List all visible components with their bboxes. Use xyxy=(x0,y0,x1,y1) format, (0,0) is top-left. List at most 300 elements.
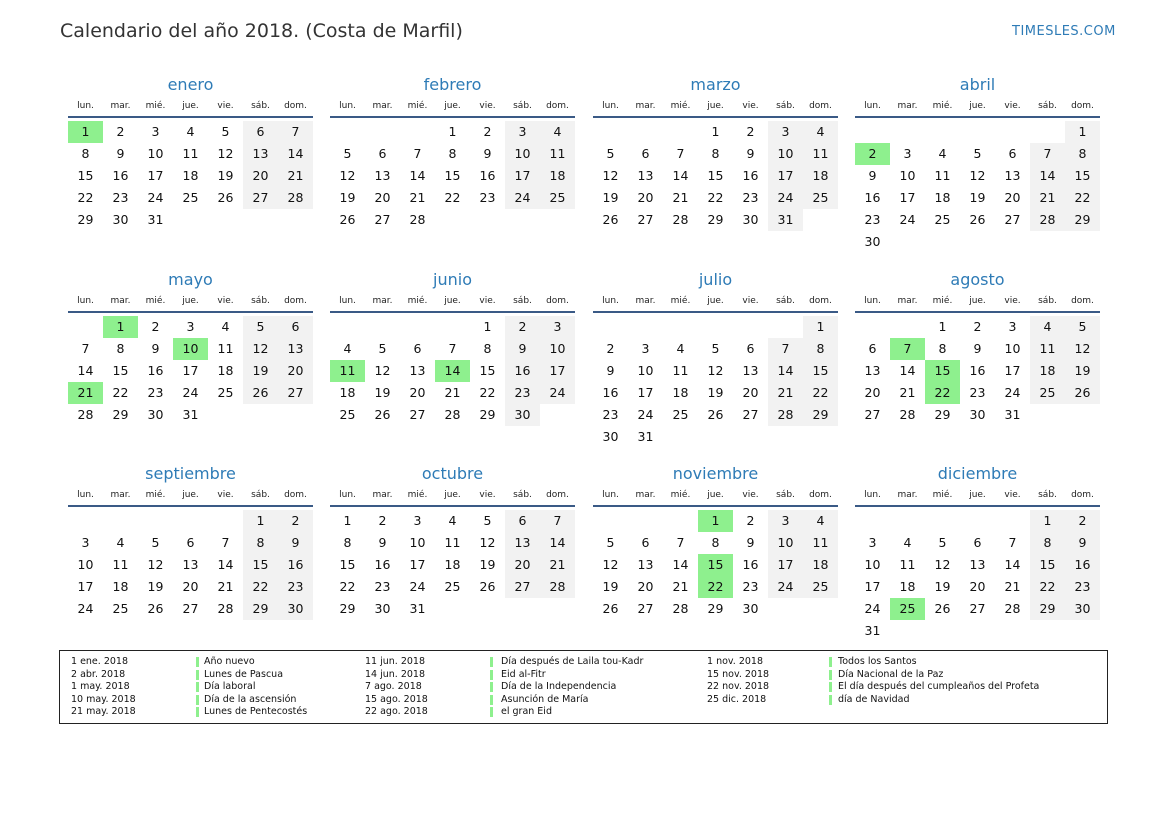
month-divider xyxy=(855,116,1100,118)
day-cell: 24 xyxy=(77,601,94,616)
day-cell: 4 xyxy=(1030,316,1065,338)
legend-holiday-name: El día después del cumpleaños del Profeta xyxy=(838,681,1040,693)
day-cell: 21 xyxy=(444,385,461,400)
holiday-day-cell: 7 xyxy=(890,338,925,360)
day-cell: 25 xyxy=(803,187,838,209)
day-cell: 8 xyxy=(243,532,278,554)
day-cell: 24 xyxy=(899,212,916,227)
weekday-label: jue. xyxy=(707,490,724,500)
weekday-label: mar. xyxy=(110,490,131,500)
day-cell: 29 xyxy=(934,407,951,422)
day-cell: 31 xyxy=(409,601,426,616)
weekday-label: vie. xyxy=(217,490,234,500)
weekday-label: mar. xyxy=(110,296,131,306)
day-cell: 10 xyxy=(1004,341,1021,356)
legend-date: 7 ago. 2018 xyxy=(365,681,422,693)
day-cell: 27 xyxy=(409,407,426,422)
day-cell: 25 xyxy=(934,212,951,227)
holiday-day-cell: 10 xyxy=(173,338,208,360)
day-cell: 9 xyxy=(1065,532,1100,554)
day-cell: 8 xyxy=(343,535,352,550)
day-cell: 30 xyxy=(742,212,759,227)
day-cell: 10 xyxy=(864,557,881,572)
month-septiembre xyxy=(68,464,313,654)
day-cell: 21 xyxy=(409,190,426,205)
month-mayo xyxy=(68,270,313,460)
day-cell: 20 xyxy=(409,385,426,400)
day-cell: 14 xyxy=(217,557,234,572)
day-cell: 14 xyxy=(672,168,689,183)
day-cell: 30 xyxy=(505,404,540,426)
day-cell: 27 xyxy=(637,601,654,616)
weekday-label: jue. xyxy=(444,101,461,111)
month-divider xyxy=(68,311,313,313)
weekday-label: jue. xyxy=(182,296,199,306)
day-cell: 28 xyxy=(672,212,689,227)
day-cell: 12 xyxy=(707,363,724,378)
day-cell: 27 xyxy=(374,212,391,227)
day-cell: 18 xyxy=(182,168,199,183)
weekday-label: dom. xyxy=(284,296,307,306)
day-cell: 27 xyxy=(969,601,986,616)
weekday-label: dom. xyxy=(1071,490,1094,500)
day-cell: 1 xyxy=(711,124,720,139)
day-cell: 26 xyxy=(707,407,724,422)
legend-holiday-name: el gran Eid xyxy=(501,706,552,718)
day-cell: 18 xyxy=(112,579,129,594)
day-cell: 12 xyxy=(934,557,951,572)
legend-date: 14 jun. 2018 xyxy=(365,668,426,680)
day-cell: 31 xyxy=(637,429,654,444)
day-cell: 24 xyxy=(637,407,654,422)
weekday-label: mié. xyxy=(932,296,953,306)
weekday-label: sáb. xyxy=(513,101,532,111)
weekday-label: jue. xyxy=(707,101,724,111)
month-name: junio xyxy=(433,270,472,289)
day-cell: 25 xyxy=(444,579,461,594)
day-cell: 29 xyxy=(1065,209,1100,231)
month-divider xyxy=(593,311,838,313)
day-cell: 15 xyxy=(339,557,356,572)
day-cell: 2 xyxy=(606,341,615,356)
holiday-day-cell: 11 xyxy=(330,360,365,382)
day-cell: 22 xyxy=(1065,187,1100,209)
day-cell: 17 xyxy=(637,385,654,400)
day-cell: 19 xyxy=(1065,360,1100,382)
weekday-label: sáb. xyxy=(251,490,270,500)
day-cell: 17 xyxy=(77,579,94,594)
day-cell: 18 xyxy=(899,579,916,594)
weekday-label: lun. xyxy=(339,101,356,111)
day-cell: 4 xyxy=(803,121,838,143)
day-cell: 3 xyxy=(186,319,195,334)
legend-row xyxy=(707,694,1087,707)
holiday-day-cell: 15 xyxy=(698,554,733,576)
day-cell: 20 xyxy=(243,165,278,187)
weekday-label: vie. xyxy=(1004,101,1021,111)
holiday-day-cell: 25 xyxy=(890,598,925,620)
day-cell: 30 xyxy=(602,429,619,444)
legend-color-marker xyxy=(196,695,199,705)
day-cell: 19 xyxy=(934,579,951,594)
day-cell: 8 xyxy=(1030,532,1065,554)
day-cell: 9 xyxy=(868,168,877,183)
weekday-header xyxy=(330,490,575,502)
month-enero xyxy=(68,75,313,265)
month-name: julio xyxy=(698,270,733,289)
month-divider xyxy=(593,505,838,507)
day-cell: 24 xyxy=(505,187,540,209)
day-cell: 9 xyxy=(606,363,615,378)
day-cell: 3 xyxy=(903,146,912,161)
weekday-label: vie. xyxy=(479,490,496,500)
day-cell: 19 xyxy=(217,168,234,183)
day-cell: 17 xyxy=(1004,363,1021,378)
month-divider xyxy=(330,311,575,313)
day-cell: 12 xyxy=(602,557,619,572)
day-cell: 4 xyxy=(803,510,838,532)
day-cell: 19 xyxy=(374,385,391,400)
weekday-label: lun. xyxy=(339,490,356,500)
day-cell: 28 xyxy=(768,404,803,426)
day-cell: 3 xyxy=(81,535,90,550)
day-cell: 6 xyxy=(278,316,313,338)
day-cell: 18 xyxy=(1030,360,1065,382)
day-cell: 6 xyxy=(641,146,650,161)
day-cell: 9 xyxy=(746,146,755,161)
weekday-label: sáb. xyxy=(1038,296,1057,306)
page-title: Calendario del año 2018. (Costa de Marfil) xyxy=(60,20,463,42)
weekday-label: mar. xyxy=(372,101,393,111)
day-cell: 11 xyxy=(1030,338,1065,360)
day-cell: 31 xyxy=(1004,407,1021,422)
day-cell: 23 xyxy=(864,212,881,227)
day-cell: 1 xyxy=(1065,121,1100,143)
month-name: noviembre xyxy=(672,464,759,483)
month-name: diciembre xyxy=(937,464,1018,483)
holiday-day-cell: 22 xyxy=(925,382,960,404)
day-cell: 31 xyxy=(147,212,164,227)
legend-holiday-name: Eid al-Fitr xyxy=(501,668,546,680)
day-cell: 26 xyxy=(339,212,356,227)
day-cell: 22 xyxy=(77,190,94,205)
day-cell: 4 xyxy=(676,341,685,356)
day-cell: 16 xyxy=(742,557,759,572)
day-cell: 23 xyxy=(278,576,313,598)
day-cell: 16 xyxy=(147,363,164,378)
day-cell: 21 xyxy=(672,190,689,205)
day-cell: 7 xyxy=(81,341,90,356)
day-cell: 16 xyxy=(602,385,619,400)
site-brand-link[interactable]: TIMESLES.COM xyxy=(1012,24,1116,39)
day-cell: 2 xyxy=(151,319,160,334)
day-cell: 12 xyxy=(339,168,356,183)
day-cell: 13 xyxy=(278,338,313,360)
day-cell: 15 xyxy=(77,168,94,183)
day-cell: 5 xyxy=(973,146,982,161)
holiday-day-cell: 22 xyxy=(698,576,733,598)
day-cell: 9 xyxy=(378,535,387,550)
day-cell: 7 xyxy=(768,338,803,360)
day-cell: 23 xyxy=(112,190,129,205)
day-cell: 16 xyxy=(864,190,881,205)
legend-color-marker xyxy=(829,657,832,667)
day-cell: 23 xyxy=(602,407,619,422)
day-cell: 31 xyxy=(182,407,199,422)
month-name: agosto xyxy=(950,270,1005,289)
weekday-label: jue. xyxy=(444,490,461,500)
day-cell: 2 xyxy=(746,513,755,528)
weekday-label: mié. xyxy=(145,101,166,111)
day-cell: 6 xyxy=(641,535,650,550)
weekday-header xyxy=(593,101,838,113)
day-cell: 7 xyxy=(448,341,457,356)
day-cell: 1 xyxy=(343,513,352,528)
day-cell: 2 xyxy=(116,124,125,139)
weekday-label: dom. xyxy=(809,296,832,306)
month-agosto xyxy=(855,270,1100,460)
month-divider xyxy=(68,505,313,507)
day-cell: 15 xyxy=(803,360,838,382)
legend-date: 22 nov. 2018 xyxy=(707,681,770,693)
day-cell: 23 xyxy=(742,579,759,594)
weekday-label: dom. xyxy=(1071,101,1094,111)
weekday-header xyxy=(68,296,313,308)
day-cell: 24 xyxy=(182,385,199,400)
day-cell: 20 xyxy=(374,190,391,205)
legend-date: 1 nov. 2018 xyxy=(707,656,763,667)
day-cell: 26 xyxy=(217,190,234,205)
day-cell: 6 xyxy=(1008,146,1017,161)
day-cell: 21 xyxy=(540,554,575,576)
day-cell: 23 xyxy=(505,382,540,404)
day-cell: 12 xyxy=(602,168,619,183)
weekday-label: vie. xyxy=(1004,490,1021,500)
month-name: enero xyxy=(167,75,214,94)
day-cell: 29 xyxy=(1030,598,1065,620)
day-cell: 2 xyxy=(278,510,313,532)
month-diciembre xyxy=(855,464,1100,654)
weekday-label: mié. xyxy=(932,101,953,111)
day-cell: 10 xyxy=(768,532,803,554)
weekday-label: mar. xyxy=(372,490,393,500)
day-cell: 30 xyxy=(147,407,164,422)
day-cell: 20 xyxy=(637,190,654,205)
legend-date: 1 may. 2018 xyxy=(71,681,130,693)
day-cell: 29 xyxy=(112,407,129,422)
weekday-label: dom. xyxy=(546,296,569,306)
day-cell: 2 xyxy=(483,124,492,139)
month-divider xyxy=(593,116,838,118)
weekday-label: mié. xyxy=(407,490,428,500)
day-cell: 10 xyxy=(505,143,540,165)
weekday-label: mar. xyxy=(110,101,131,111)
day-cell: 30 xyxy=(278,598,313,620)
day-cell: 8 xyxy=(938,341,947,356)
weekday-label: jue. xyxy=(444,296,461,306)
weekday-label: dom. xyxy=(284,490,307,500)
month-octubre xyxy=(330,464,575,654)
day-cell: 27 xyxy=(278,382,313,404)
month-divider xyxy=(330,505,575,507)
weekday-label: sáb. xyxy=(251,296,270,306)
day-cell: 5 xyxy=(483,513,492,528)
day-cell: 17 xyxy=(864,579,881,594)
day-cell: 12 xyxy=(969,168,986,183)
day-cell: 7 xyxy=(278,121,313,143)
legend-holiday-name: Día después de Laila tou-Kadr xyxy=(501,656,644,667)
day-cell: 2 xyxy=(746,124,755,139)
day-cell: 29 xyxy=(243,598,278,620)
day-cell: 16 xyxy=(1065,554,1100,576)
day-cell: 29 xyxy=(803,404,838,426)
day-cell: 5 xyxy=(343,146,352,161)
day-cell: 11 xyxy=(182,146,199,161)
day-cell: 30 xyxy=(969,407,986,422)
legend-column xyxy=(707,656,1087,706)
day-cell: 17 xyxy=(147,168,164,183)
holiday-day-cell: 1 xyxy=(103,316,138,338)
day-cell: 5 xyxy=(606,535,615,550)
legend-color-marker xyxy=(490,695,493,705)
day-cell: 18 xyxy=(339,385,356,400)
weekday-label: vie. xyxy=(217,101,234,111)
day-cell: 27 xyxy=(505,576,540,598)
day-cell: 19 xyxy=(479,557,496,572)
weekday-label: vie. xyxy=(479,296,496,306)
day-cell: 13 xyxy=(505,532,540,554)
day-cell: 9 xyxy=(151,341,160,356)
day-cell: 25 xyxy=(672,407,689,422)
day-cell: 10 xyxy=(540,338,575,360)
legend-color-marker xyxy=(196,682,199,692)
day-cell: 22 xyxy=(243,576,278,598)
day-cell: 16 xyxy=(505,360,540,382)
legend-color-marker xyxy=(490,707,493,717)
day-cell: 7 xyxy=(676,146,685,161)
day-cell: 14 xyxy=(409,168,426,183)
weekday-label: mié. xyxy=(407,101,428,111)
day-cell: 25 xyxy=(803,576,838,598)
day-cell: 16 xyxy=(742,168,759,183)
day-cell: 19 xyxy=(339,190,356,205)
day-cell: 15 xyxy=(444,168,461,183)
day-cell: 2 xyxy=(973,319,982,334)
day-cell: 14 xyxy=(672,557,689,572)
day-cell: 1 xyxy=(243,510,278,532)
day-cell: 1 xyxy=(483,319,492,334)
day-cell: 25 xyxy=(182,190,199,205)
weekday-label: lun. xyxy=(602,296,619,306)
legend-date: 15 nov. 2018 xyxy=(707,668,770,680)
day-cell: 18 xyxy=(444,557,461,572)
day-cell: 8 xyxy=(1065,143,1100,165)
day-cell: 9 xyxy=(746,535,755,550)
day-cell: 1 xyxy=(448,124,457,139)
month-marzo xyxy=(593,75,838,265)
legend-holiday-name: Día Nacional de la Paz xyxy=(838,668,944,680)
weekday-label: jue. xyxy=(182,490,199,500)
day-cell: 5 xyxy=(711,341,720,356)
legend-color-marker xyxy=(829,682,832,692)
month-divider xyxy=(855,505,1100,507)
day-cell: 11 xyxy=(540,143,575,165)
day-cell: 20 xyxy=(637,579,654,594)
day-cell: 18 xyxy=(803,554,838,576)
month-name: septiembre xyxy=(145,464,236,483)
day-cell: 14 xyxy=(1004,557,1021,572)
legend-row xyxy=(365,656,745,669)
weekday-label: mar. xyxy=(372,296,393,306)
legend-holiday-name: Día de la Independencia xyxy=(501,681,617,693)
day-cell: 10 xyxy=(147,146,164,161)
day-cell: 6 xyxy=(243,121,278,143)
day-cell: 2 xyxy=(378,513,387,528)
day-cell: 12 xyxy=(243,338,278,360)
day-cell: 21 xyxy=(1004,579,1021,594)
legend-date: 25 dic. 2018 xyxy=(707,693,767,705)
day-cell: 18 xyxy=(540,165,575,187)
holiday-day-cell: 21 xyxy=(68,382,103,404)
day-cell: 13 xyxy=(637,168,654,183)
day-cell: 23 xyxy=(969,385,986,400)
weekday-label: dom. xyxy=(809,490,832,500)
day-cell: 15 xyxy=(112,363,129,378)
day-cell: 10 xyxy=(637,363,654,378)
weekday-label: jue. xyxy=(707,296,724,306)
day-cell: 17 xyxy=(182,363,199,378)
day-cell: 21 xyxy=(768,382,803,404)
legend-date: 11 jun. 2018 xyxy=(365,656,426,667)
day-cell: 2 xyxy=(1065,510,1100,532)
day-cell: 3 xyxy=(1008,319,1017,334)
day-cell: 20 xyxy=(969,579,986,594)
day-cell: 6 xyxy=(746,341,755,356)
weekday-label: vie. xyxy=(742,101,759,111)
day-cell: 20 xyxy=(1004,190,1021,205)
weekday-label: mié. xyxy=(670,101,691,111)
day-cell: 18 xyxy=(672,385,689,400)
day-cell: 21 xyxy=(278,165,313,187)
day-cell: 29 xyxy=(707,212,724,227)
month-divider xyxy=(855,311,1100,313)
legend-color-marker xyxy=(829,670,832,680)
day-cell: 17 xyxy=(768,165,803,187)
month-name: febrero xyxy=(423,75,482,94)
day-cell: 4 xyxy=(343,341,352,356)
day-cell: 31 xyxy=(768,209,803,231)
day-cell: 29 xyxy=(707,601,724,616)
day-cell: 11 xyxy=(672,363,689,378)
day-cell: 3 xyxy=(868,535,877,550)
day-cell: 9 xyxy=(973,341,982,356)
weekday-label: jue. xyxy=(969,101,986,111)
day-cell: 14 xyxy=(77,363,94,378)
weekday-label: lun. xyxy=(602,490,619,500)
weekday-label: mar. xyxy=(635,101,656,111)
day-cell: 26 xyxy=(147,601,164,616)
day-cell: 3 xyxy=(540,316,575,338)
day-cell: 6 xyxy=(378,146,387,161)
day-cell: 24 xyxy=(1004,385,1021,400)
legend-row xyxy=(707,681,1087,694)
day-cell: 29 xyxy=(339,601,356,616)
weekday-label: jue. xyxy=(969,490,986,500)
legend-holiday-name: Día laboral xyxy=(204,681,256,693)
day-cell: 22 xyxy=(1030,576,1065,598)
day-cell: 11 xyxy=(803,143,838,165)
legend-row xyxy=(365,694,745,707)
